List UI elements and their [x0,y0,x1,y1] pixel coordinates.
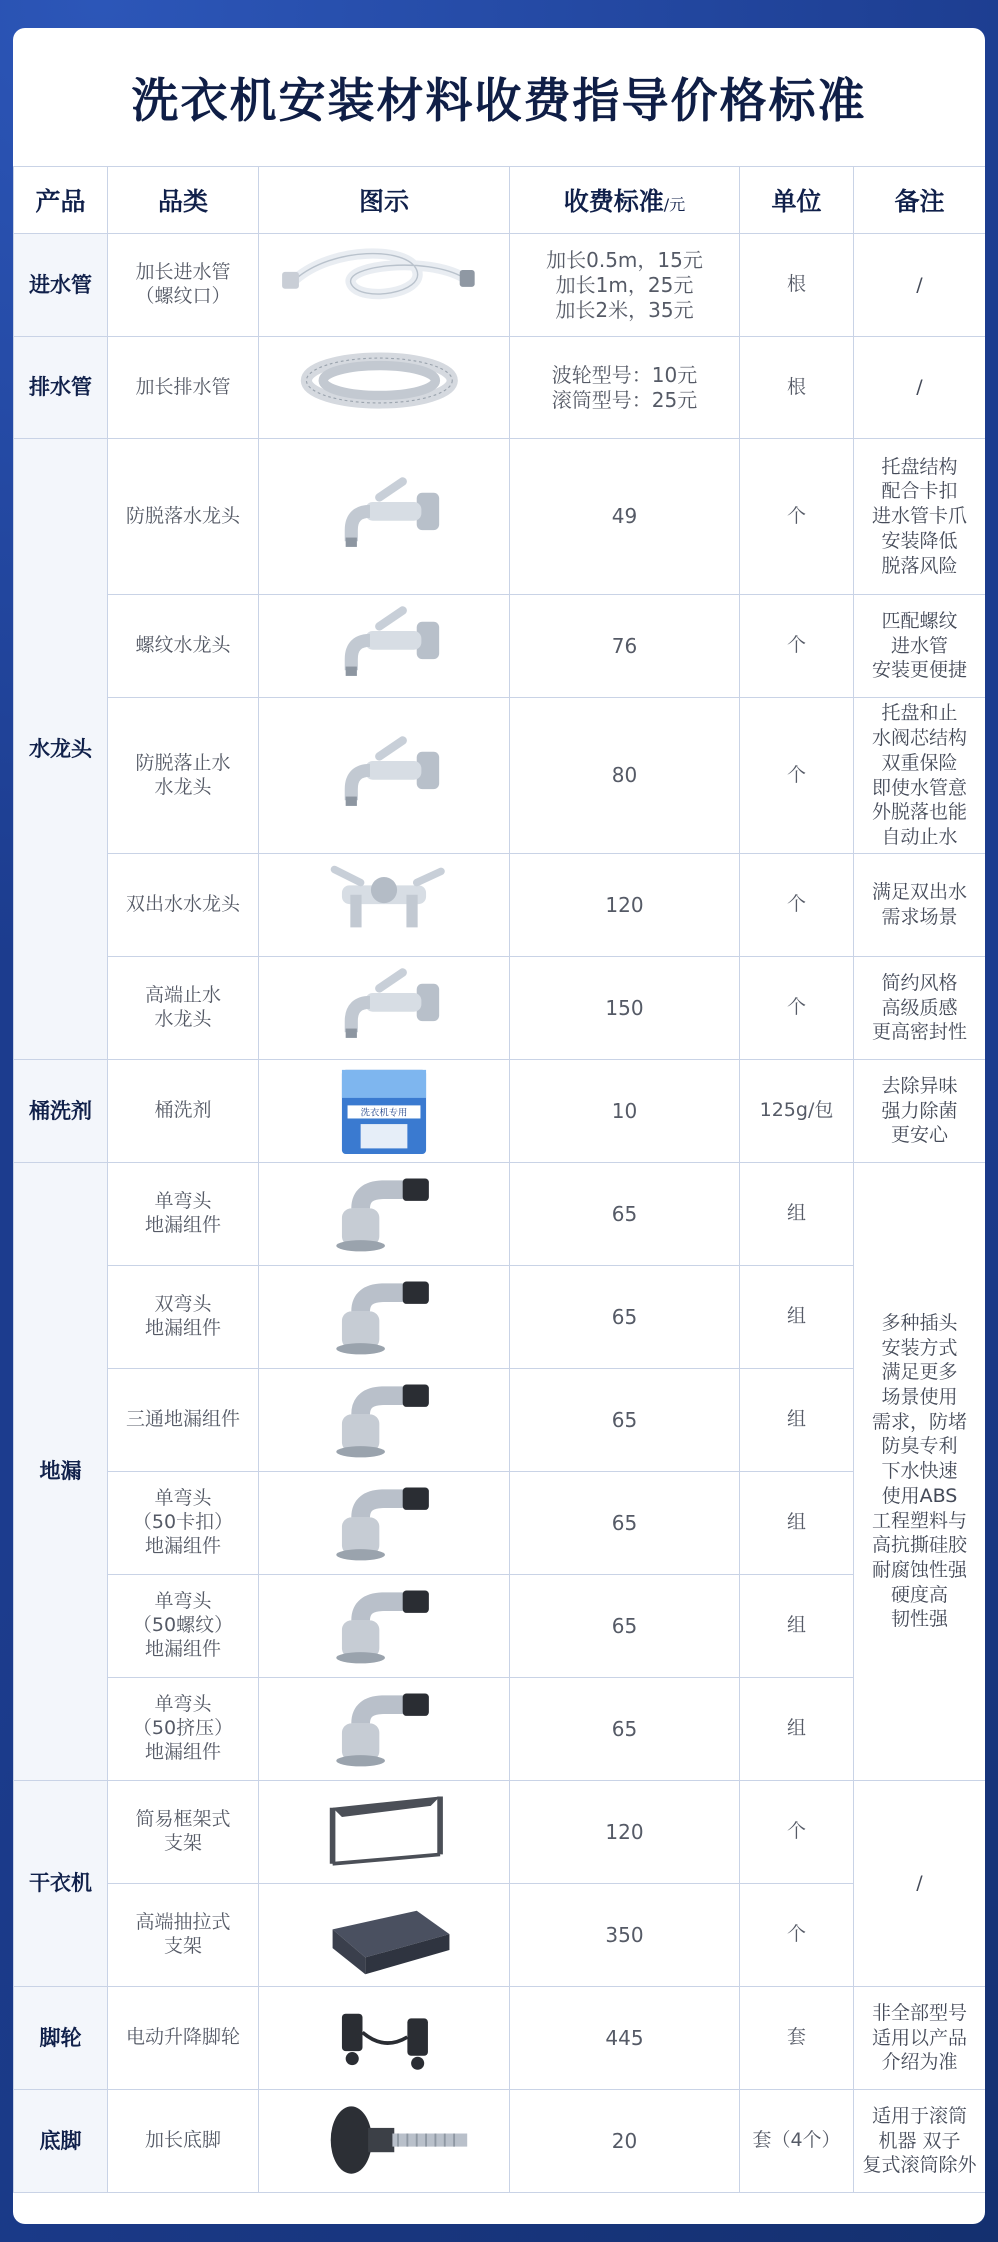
table-row [14,1060,986,1163]
table-row [14,1678,986,1781]
floor-drain-icon [269,1274,499,1360]
table-row [14,698,986,854]
note-cell: 非全部型号 适用以产品 介绍为准 [854,1987,986,2090]
unit-cell: 根 [740,337,854,439]
image-cell [259,698,510,854]
image-cell [259,439,510,595]
foot-screw-icon [269,2098,499,2184]
floor-drain-icon [269,1377,499,1463]
unit-cell: 组 [740,1678,854,1781]
image-cell [259,1781,510,1884]
header-unit: 单位 [740,167,854,234]
unit-cell: 个 [740,854,854,957]
category-cell: 单弯头 （50挤压） 地漏组件 [108,1678,259,1781]
note-cell: 托盘和止 水阀芯结构 双重保险 即使水管意 外脱落也能 自动止水 [854,698,986,854]
category-cell: 单弯头 地漏组件 [108,1163,259,1266]
note-cell: 去除异味 强力除菌 更安心 [854,1060,986,1163]
header-price-label: 收费标准 [563,187,664,216]
table-row [14,1884,986,1987]
note-cell: / [854,337,986,439]
unit-cell: 组 [740,1369,854,1472]
caster-icon [269,1995,499,2081]
table-row [14,2090,986,2193]
unit-cell: 个 [740,595,854,698]
unit-cell: 套（4个） [740,2090,854,2193]
header-image: 图示 [259,167,510,234]
price-cell: 65 [510,1678,740,1781]
note-cell: 托盘结构 配合卡扣 进水管卡爪 安装降低 脱落风险 [854,439,986,595]
header-category: 品类 [108,167,259,234]
category-cell: 螺纹水龙头 [108,595,259,698]
table-row [14,337,986,439]
table-header-row [14,167,986,234]
price-cell: 65 [510,1472,740,1575]
category-cell: 单弯头 （50螺纹） 地漏组件 [108,1575,259,1678]
floor-drain-icon [269,1480,499,1566]
cleaner-pack-icon [269,1068,499,1154]
price-table [13,166,985,2193]
image-cell [259,1472,510,1575]
table-row [14,439,986,595]
image-cell [259,1884,510,1987]
image-cell [259,1678,510,1781]
table-row [14,1781,986,1884]
table-row [14,595,986,698]
drawer-bracket-icon [269,1892,499,1978]
price-card [13,28,985,2224]
image-cell [259,1163,510,1266]
unit-cell: 个 [740,698,854,854]
svg-text:洗衣机专用: 洗衣机专用 [360,1107,408,1119]
table-row [14,957,986,1060]
price-cell: 350 [510,1884,740,1987]
category-cell: 防脱落水龙头 [108,439,259,595]
price-cell: 65 [510,1266,740,1369]
bracket-icon [269,1789,499,1875]
table-row [14,1266,986,1369]
image-cell [259,1369,510,1472]
table-row [14,1987,986,2090]
category-cell: 加长进水管 （螺纹口） [108,234,259,337]
price-cell: 80 [510,698,740,854]
unit-cell: 组 [740,1266,854,1369]
faucet-icon [269,603,499,689]
floor-drain-icon [269,1583,499,1669]
price-cell: 120 [510,854,740,957]
unit-cell: 个 [740,957,854,1060]
image-cell [259,1575,510,1678]
price-cell: 120 [510,1781,740,1884]
image-cell [259,854,510,957]
image-cell [259,1266,510,1369]
unit-cell: 组 [740,1472,854,1575]
image-cell [259,337,510,439]
price-cell: 20 [510,2090,740,2193]
unit-cell: 组 [740,1575,854,1678]
faucet-icon [269,733,499,819]
image-cell [259,234,510,337]
category-cell: 双出水水龙头 [108,854,259,957]
note-cell: 满足双出水 需求场景 [854,854,986,957]
unit-cell: 根 [740,234,854,337]
header-note: 备注 [854,167,986,234]
image-cell [259,2090,510,2193]
image-cell [259,1060,510,1163]
product-cell: 干衣机 [14,1781,108,1987]
price-cell: 加长0.5m，15元 加长1m，25元 加长2米，35元 [510,234,740,337]
price-cell: 65 [510,1369,740,1472]
note-cell: 适用于滚筒 机器 双子 复式滚筒除外 [854,2090,986,2193]
category-cell: 加长底脚 [108,2090,259,2193]
product-cell: 地漏 [14,1163,108,1781]
double-faucet-icon [269,862,499,948]
price-cell: 65 [510,1163,740,1266]
table-row [14,1472,986,1575]
unit-cell: 个 [740,439,854,595]
image-cell [259,957,510,1060]
unit-cell: 套 [740,1987,854,2090]
unit-cell: 组 [740,1163,854,1266]
table-row [14,1163,986,1266]
price-cell: 150 [510,957,740,1060]
header-price [510,167,740,234]
note-cell: 匹配螺纹 进水管 安装更便捷 [854,595,986,698]
product-cell: 水龙头 [14,439,108,1060]
faucet-icon [269,965,499,1051]
price-cell: 65 [510,1575,740,1678]
table-row [14,1575,986,1678]
note-cell: 多种插头 安装方式 满足更多 场景使用 需求，防堵 防臭专利 下水快速 使用ABS 工程塑料与 高抗撕硅胶 耐腐蚀性强 硬度高 韧性强 [854,1163,986,1781]
product-cell: 排水管 [14,337,108,439]
floor-drain-icon [269,1171,499,1257]
price-cell: 波轮型号：10元 滚筒型号：25元 [510,337,740,439]
product-cell: 桶洗剂 [14,1060,108,1163]
drain-hose-icon [269,345,499,431]
table-row [14,854,986,957]
category-cell: 三通地漏组件 [108,1369,259,1472]
hose-icon [269,242,499,328]
image-cell [259,1987,510,2090]
floor-drain-icon [269,1686,499,1772]
category-cell: 单弯头 （50卡扣） 地漏组件 [108,1472,259,1575]
category-cell: 桶洗剂 [108,1060,259,1163]
product-cell: 进水管 [14,234,108,337]
product-cell: 脚轮 [14,1987,108,2090]
table-row [14,1369,986,1472]
unit-cell: 125g/包 [740,1060,854,1163]
table-row [14,234,986,337]
category-cell: 防脱落止水 水龙头 [108,698,259,854]
product-cell: 底脚 [14,2090,108,2193]
image-cell [259,595,510,698]
header-product: 产品 [14,167,108,234]
faucet-icon [269,474,499,560]
price-cell: 76 [510,595,740,698]
category-cell: 加长排水管 [108,337,259,439]
price-cell: 445 [510,1987,740,2090]
category-cell: 高端抽拉式 支架 [108,1884,259,1987]
note-cell: 简约风格 高级质感 更高密封性 [854,957,986,1060]
price-cell: 10 [510,1060,740,1163]
category-cell: 简易框架式 支架 [108,1781,259,1884]
unit-cell: 个 [740,1884,854,1987]
price-cell: 49 [510,439,740,595]
header-price-unit: /元 [663,195,686,214]
note-cell: / [854,1781,986,1987]
unit-cell: 个 [740,1781,854,1884]
page-title: 洗衣机安装材料收费指导价格标准 [131,73,867,129]
category-cell: 高端止水 水龙头 [108,957,259,1060]
note-cell: / [854,234,986,337]
category-cell: 双弯头 地漏组件 [108,1266,259,1369]
category-cell: 电动升降脚轮 [108,1987,259,2090]
